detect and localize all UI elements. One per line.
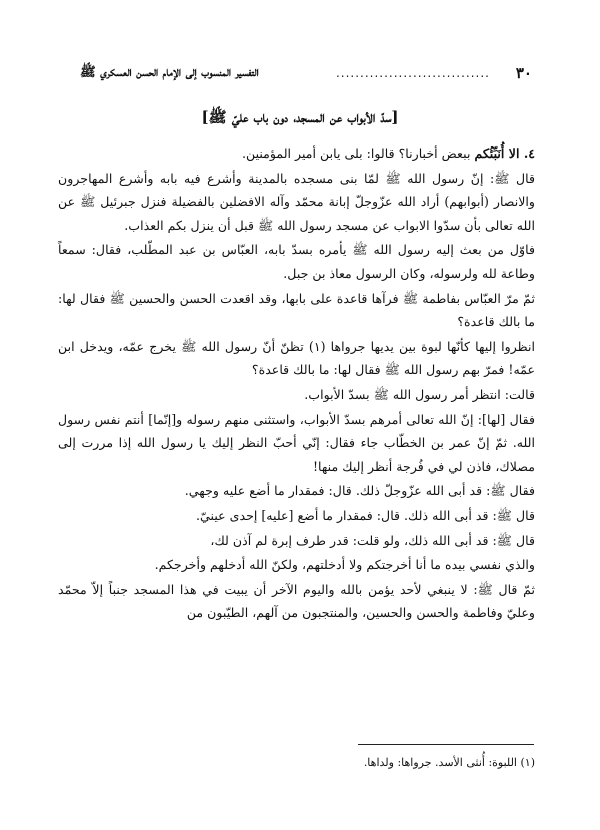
- paragraph: [58, 142, 535, 166]
- paragraph: [58, 578, 535, 625]
- header-dots: ................................: [335, 66, 490, 80]
- paragraph-text: ثمّ مرّ العبّاس بفاطمة ﷺ فرآها قاعدة على بابها، وقد اقعدت الحسن والحسين ﷺ فقال لها: ما بالك قاعدة؟: [58, 290, 535, 330]
- paragraph-text: والذي نفسي بيده ما أنا أخرجتكم ولا أدخلتهم، ولكنّ الله أدخلهم وأخرجكم.: [154, 557, 535, 573]
- paragraph: [58, 408, 535, 479]
- paragraph: [58, 529, 535, 553]
- footnote-divider: [358, 744, 534, 745]
- paragraph: [58, 383, 535, 407]
- paragraph-text: ثمّ قال ﷺ: لا ينبغي لأحد يؤمن بالله واليوم الآخر أن يبيت في هذا المسجد جنباً إلاّ محمّد وعليّ وفاطمة والحسن والحسين، والمنتجبون من آلهم، الطيّبون من: [58, 581, 535, 621]
- paragraph-text: انظروا إليها كأنّها لبوة بين يديها جرواها (١) تظنّ أنّ رسول الله ﷺ يخرج عمّه، ويدخل ابن عمّه! فمرّ بهم رسول الله ﷺ فقال لها: ما بالك قاعدة؟: [58, 338, 535, 378]
- paragraph-text: قال ﷺ: قد أبى الله ذلك. قال: فمقدار ما أضع [عليه] إحدى عينيّ.: [196, 507, 535, 523]
- paragraph-text: ببعض أخبارنا؟ قالوا: بلى يابن أمير المؤمنين.: [241, 146, 475, 161]
- paragraph: [58, 504, 535, 528]
- paragraph-text: فاوّل من بعث إليه رسول الله ﷺ يأمره بسدّ بابه، العبّاس بن عبد المطّلب، فقال: سمعاً وطاعة لله ولرسوله، وكان الرسول معاذ بن جبل.: [58, 242, 535, 281]
- running-title: التفسير المنسوب إلى الإمام الحسن العسكري ﷺ: [80, 65, 259, 80]
- paragraph: [58, 238, 535, 285]
- paragraph-text: فقال [لها]: إنّ الله تعالى أمرهم بسدّ الأبواب، واستثنى منهم رسوله و[إنّما] أنتم نفس رسول الله. ثمّ إنّ عمر بن الخطّاب جاء فقال: إنّي أحبّ النظر إليك يا رسول الله إذا مررت إلى مصلاك، فاذن لي في فُرجة أنظر إليك منها!: [58, 411, 535, 474]
- paragraph-text: فقال ﷺ: قد أبى الله عزّوجلّ ذلك. قال: فمقدار ما أضع عليه وجهي.: [184, 483, 535, 499]
- paragraph-lead: ٤. الا أُنَبِّئُكم: [474, 146, 535, 161]
- paragraph: [58, 287, 535, 334]
- paragraph: [58, 335, 535, 382]
- body-text: [58, 142, 535, 626]
- paragraph-text: قال ﷺ: قد أبى الله ذلك، ولو قلت: قدر طرف إبرة لم آذن لك،: [210, 532, 535, 548]
- paragraph: [58, 479, 535, 503]
- footnote: (١) اللبوة: أُنثى الأسد. جرواها: ولداها.: [363, 756, 535, 769]
- paragraph-text: قال ﷺ: إنّ رسول الله ﷺ لمّا بنى مسجده بالمدينة وأشرع فيه بابه وأشرع المهاجرون والانصار (أبوابهم) أراد الله عزّوجلّ إبانة محمّد وآله الافضلين بالفضيلة فنزل جبرئيل ﷺ عن الله تعالى بأن سدّوا الابواب عن مسجد رسول الله ﷺ قبل أن ينزل بكم العذاب.: [58, 170, 535, 233]
- paragraph-text: قالت: انتظر أمر رسول الله ﷺ بسدّ الأبواب.: [304, 386, 535, 402]
- page-header: [80, 64, 532, 86]
- page-number: ٣٠: [515, 64, 532, 82]
- paragraph: [58, 167, 535, 238]
- section-title: [سدّ الأبواب عن المسجد، دون باب عليّ ﷺ]: [201, 108, 399, 126]
- paragraph: [58, 553, 535, 577]
